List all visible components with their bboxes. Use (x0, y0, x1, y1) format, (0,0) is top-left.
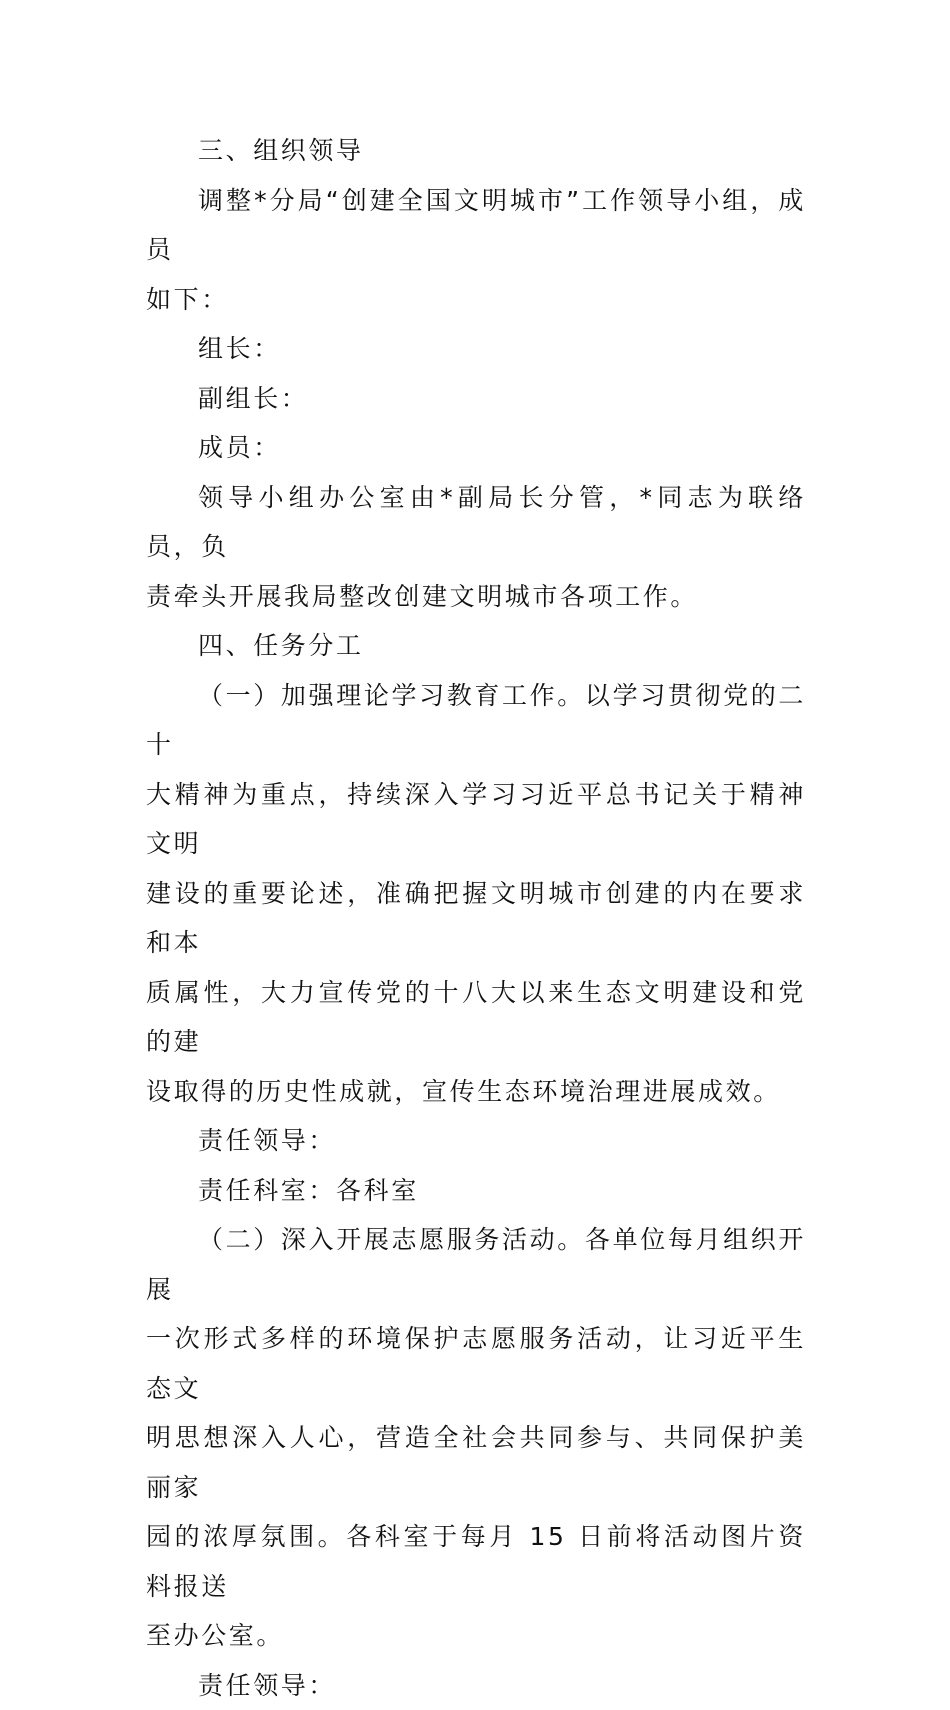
paragraph-task-2 (146, 1215, 806, 1661)
paragraph-adjust-group (146, 176, 806, 325)
text-line: 责任领导： (146, 1661, 806, 1710)
text-line: 责任科室：各科室 (146, 1166, 806, 1216)
task-1-leader-line (146, 1116, 806, 1166)
deputy-leader-line (146, 374, 806, 424)
text-line: 调整*分局“创建全国文明城市”工作领导小组，成员 (146, 176, 806, 275)
document-body (146, 126, 806, 1710)
text-line: 责牵头开展我局整改创建文明城市各项工作。 (146, 572, 806, 622)
text-line: 明思想深入人心，营造全社会共同参与、共同保护美丽家 (146, 1413, 806, 1512)
text-line: 三、组织领导 (146, 126, 806, 176)
text-line: 建设的重要论述，准确把握文明城市创建的内在要求和本 (146, 869, 806, 968)
text-line: 组长： (146, 324, 806, 374)
text-line: （二）深入开展志愿服务活动。各单位每月组织开展 (146, 1215, 806, 1314)
text-line: 如下： (146, 275, 806, 325)
section-heading-organization (146, 126, 806, 176)
text-line: 领导小组办公室由*副局长分管，*同志为联络员，负 (146, 473, 806, 572)
text-line: 质属性，大力宣传党的十八大以来生态文明建设和党的建 (146, 968, 806, 1067)
paragraph-task-1 (146, 671, 806, 1117)
paragraph-office-note (146, 473, 806, 622)
group-leader-line (146, 324, 806, 374)
task-2-leader-line (146, 1661, 806, 1710)
members-line (146, 423, 806, 473)
text-line: 至办公室。 (146, 1611, 806, 1661)
text-line: 四、任务分工 (146, 621, 806, 671)
task-1-dept-line (146, 1166, 806, 1216)
text-line: 成员： (146, 423, 806, 473)
text-line: 设取得的历史性成就，宣传生态环境治理进展成效。 (146, 1067, 806, 1117)
text-line: 一次形式多样的环境保护志愿服务活动，让习近平生态文 (146, 1314, 806, 1413)
section-heading-tasks (146, 621, 806, 671)
text-line: 大精神为重点，持续深入学习习近平总书记关于精神文明 (146, 770, 806, 869)
text-line: 副组长： (146, 374, 806, 424)
text-line: 责任领导： (146, 1116, 806, 1166)
text-line: （一）加强理论学习教育工作。以学习贯彻党的二十 (146, 671, 806, 770)
text-line: 园的浓厚氛围。各科室于每月 15 日前将活动图片资料报送 (146, 1512, 806, 1611)
